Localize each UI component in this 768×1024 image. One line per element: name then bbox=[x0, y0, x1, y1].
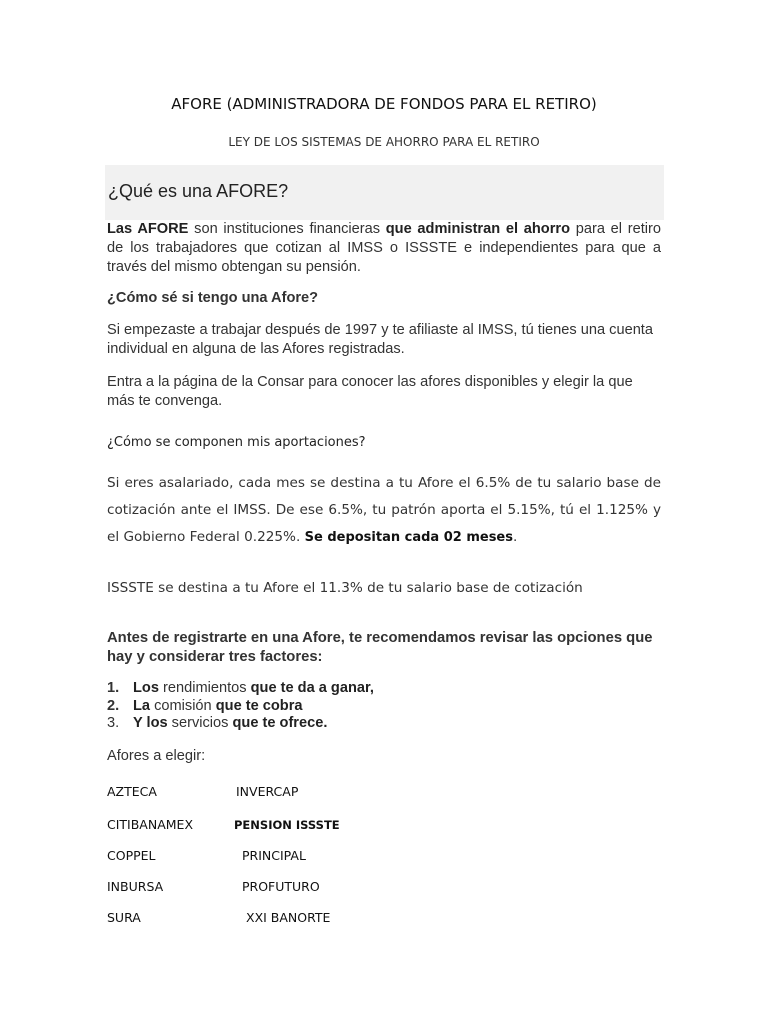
antes-heading: Antes de registrarte en una Afore, te recomendamos revisar las opciones que hay y considerar tres factores: bbox=[107, 630, 653, 665]
aportaciones-heading: ¿Cómo se componen mis aportaciones? bbox=[107, 435, 366, 450]
factor-bold-a: La bbox=[133, 697, 151, 714]
intro-text-2: para el retiro de los trabajadores que cotizan al IMSS o ISSSTE e independientes para que a través del mismo obtengan su pensión. bbox=[107, 221, 662, 275]
question-heading: ¿Qué es una AFORE? bbox=[108, 181, 289, 201]
afore-item: PROFUTURO bbox=[242, 879, 320, 894]
aportaciones-paragraph bbox=[107, 470, 661, 551]
aportaciones-text: Si eres asalariado, cada mes se destina a tu Afore el 6.5% de tu salario base de cotización ante el IMSS. De ese 6.5%, tu patrón aporta el 5.15%, tú el 1.125% y el Gobierno Federal 0.225%. bbox=[107, 475, 661, 545]
factor-bold-a: Y los bbox=[133, 715, 168, 731]
question-heading-box bbox=[105, 165, 664, 220]
afore-item: COPPEL bbox=[107, 848, 156, 863]
document-subtitle: LEY DE LOS SISTEMAS DE AHORRO PARA EL RETIRO bbox=[228, 135, 540, 149]
aportaciones-strong: Se depositan cada 02 meses bbox=[304, 530, 513, 545]
list-item bbox=[107, 698, 374, 716]
intro-paragraph bbox=[107, 220, 661, 277]
factor-number: 2. bbox=[107, 697, 120, 714]
afore-item: AZTECA bbox=[107, 784, 157, 799]
afore-item: SURA bbox=[107, 910, 141, 925]
factor-bold-b: que te cobra bbox=[215, 697, 303, 714]
afore-item: CITIBANAMEX bbox=[107, 817, 194, 832]
how-know-paragraph: Si empezaste a trabajar después de 1997 y te afiliaste al IMSS, tú tienes una cuenta individual en alguna de las Afores registradas. bbox=[107, 322, 653, 357]
factors-list bbox=[107, 680, 374, 733]
consar-paragraph: Entra a la página de la Consar para conocer las afores disponibles y elegir la que más te convenga. bbox=[107, 374, 633, 409]
document-title: AFORE (ADMINISTRADORA DE FONDOS PARA EL RETIRO) bbox=[171, 95, 597, 113]
afore-item: PRINCIPAL bbox=[242, 848, 306, 863]
factor-bold-b: que te ofrece. bbox=[232, 715, 328, 731]
factor-text: comisión bbox=[150, 697, 216, 714]
factor-text: servicios bbox=[167, 715, 233, 731]
intro-bold-2: que administran el ahorro bbox=[385, 221, 570, 237]
how-know-heading: ¿Cómo sé si tengo una Afore? bbox=[107, 290, 319, 306]
intro-text-1: son instituciones financieras bbox=[188, 221, 386, 237]
afore-item: XXI BANORTE bbox=[246, 910, 331, 925]
factor-text: rendimientos bbox=[158, 680, 251, 696]
factor-number: 3. bbox=[107, 715, 120, 731]
list-item bbox=[107, 680, 374, 698]
list-item bbox=[107, 715, 374, 733]
issste-paragraph: ISSSTE se destina a tu Afore el 11.3% de tu salario base de cotización bbox=[107, 580, 583, 596]
afores-label: Afores a elegir: bbox=[107, 748, 206, 764]
intro-bold-1: Las AFORE bbox=[107, 221, 189, 237]
factor-bold-a: Los bbox=[133, 680, 159, 696]
factor-bold-b: que te da a ganar, bbox=[250, 680, 374, 696]
afore-item: INVERCAP bbox=[236, 784, 299, 799]
afore-item: PENSION ISSSTE bbox=[234, 818, 340, 832]
factor-number: 1. bbox=[107, 680, 120, 696]
aportaciones-end: . bbox=[513, 529, 518, 545]
afore-item: INBURSA bbox=[107, 879, 164, 894]
